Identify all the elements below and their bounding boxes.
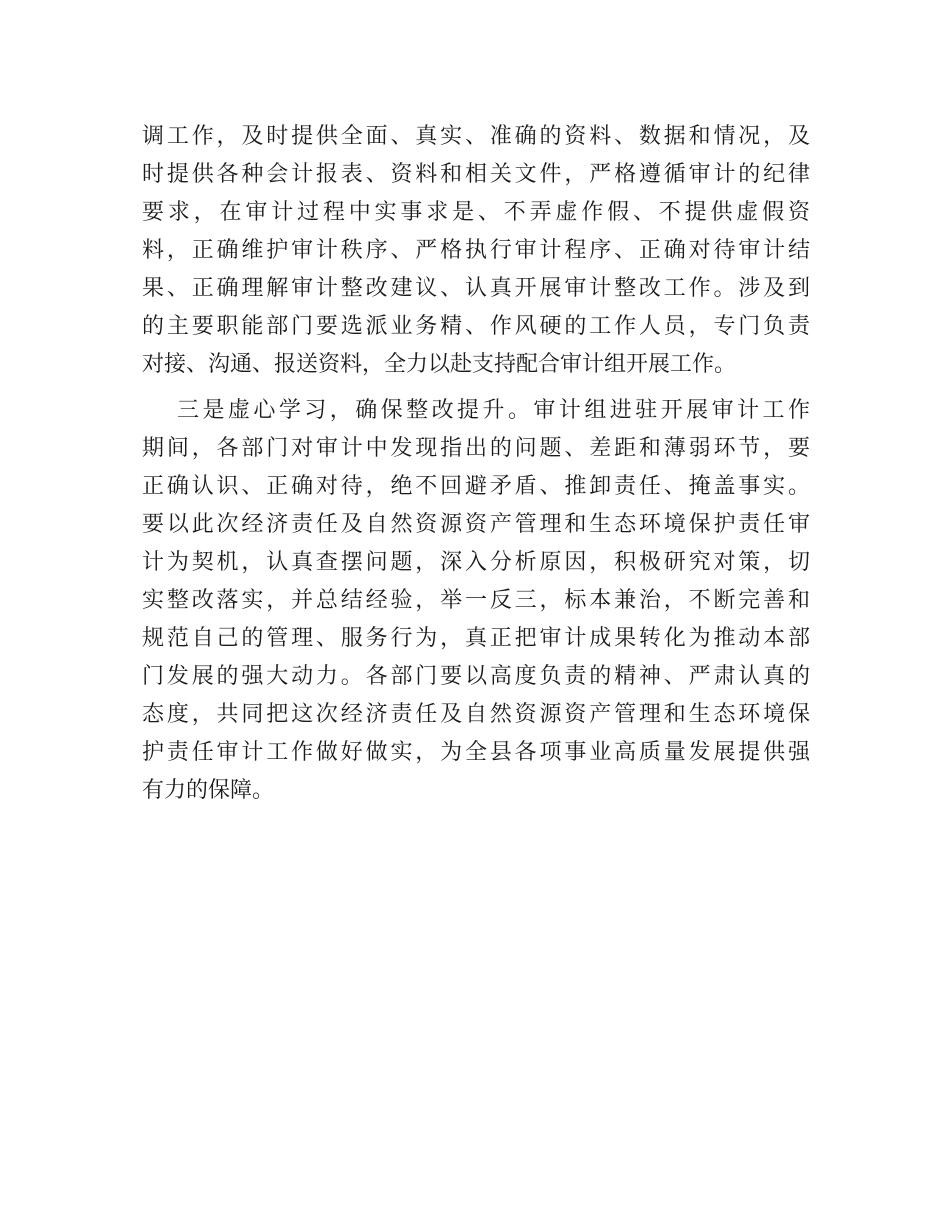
paragraph-2	[142, 392, 810, 810]
text-line: 正确认识、正确对待，绝不回避矛盾、推卸责任、掩盖事实。	[142, 474, 810, 499]
text-line: 时提供各种会计报表、资料和相关文件，严格遵循审计的纪律	[142, 162, 810, 187]
text-line: 期间，各部门对审计中发现指出的问题、差距和薄弱环节，要	[142, 436, 810, 461]
text-line: 要以此次经济责任及自然资源资产管理和生态环境保护责任审	[142, 512, 810, 537]
text-line: 果、正确理解审计整改建议、认真开展审计整改工作。涉及到	[142, 276, 810, 301]
text-line: 料，正确维护审计秩序、严格执行审计程序、正确对待审计结	[142, 238, 810, 263]
text-line: 调工作，及时提供全面、真实、准确的资料、数据和情况，及	[142, 124, 810, 149]
text-line: 计为契机，认真查摆问题，深入分析原因，积极研究对策，切	[142, 550, 810, 575]
text-line: 实整改落实，并总结经验，举一反三，标本兼治，不断完善和	[142, 588, 810, 613]
text-line: 对接、沟通、报送资料，全力以赴支持配合审计组开展工作。	[142, 352, 737, 377]
text-line: 三是虚心学习，确保整改提升。审计组进驻开展审计工作	[177, 398, 810, 423]
text-line: 有力的保障。	[142, 778, 275, 803]
body-text	[142, 118, 810, 810]
text-line: 态度，共同把这次经济责任及自然资源资产管理和生态环境保	[142, 702, 810, 727]
paragraph-1	[142, 118, 810, 384]
text-line: 要求，在审计过程中实事求是、不弄虚作假、不提供虚假资	[142, 200, 810, 225]
text-line: 护责任审计工作做好做实，为全县各项事业高质量发展提供强	[142, 740, 810, 765]
text-line: 门发展的强大动力。各部门要以高度负责的精神、严肃认真的	[142, 664, 810, 689]
text-line: 规范自己的管理、服务行为，真正把审计成果转化为推动本部	[142, 626, 810, 651]
text-line: 的主要职能部门要选派业务精、作风硬的工作人员，专门负责	[142, 314, 810, 339]
paragraph-spacer	[142, 384, 810, 392]
